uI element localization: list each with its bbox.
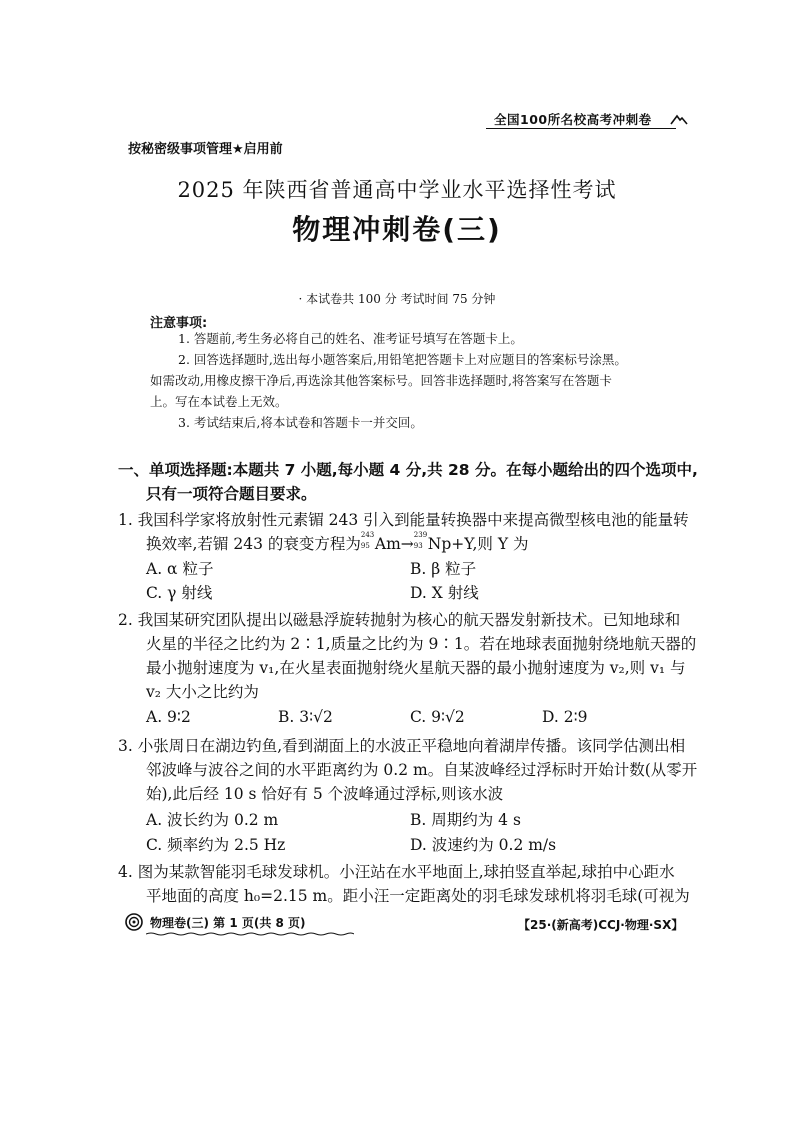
exam-info: · 本试卷共 100 分 考试时间 75 分钟 (298, 292, 496, 306)
q3-option-c: C. 频率约为 2.5 Hz (146, 836, 286, 854)
paper-title: 物理冲刺卷(三) (292, 213, 502, 246)
notice-item-2c: 上。写在本试卷上无效。 (150, 394, 288, 409)
notice-heading: 注意事项: (150, 316, 208, 331)
header-badge-text: 全国100所名校高考冲刺卷 (494, 112, 652, 127)
spiral-logo-icon (124, 912, 146, 932)
header-rule (486, 128, 676, 129)
q1-line2-pre: 换效率,若镅 243 的衰变方程为 (146, 535, 361, 553)
q1-line1: 1. 我国科学家将放射性元素镅 243 引入到能量转换器中来提高微型核电池的能量转 (118, 511, 689, 529)
q2-line3: 最小抛射速度为 v₁,在火星表面抛射绕火星航天器的最小抛射速度为 v₂,则 v₁ 与 (146, 659, 686, 677)
footer-code: 【25·(新高考)CCJ·物理·SX】 (518, 918, 684, 932)
arrow-icon: → (400, 535, 414, 553)
header-badge (486, 107, 686, 129)
q1-line2: 换效率,若镅 243 的衰变方程为 243 95 Am→ 239 93 Np+Y,则 Y 为 (146, 531, 529, 553)
notice-item-3: 3. 考试结束后,将本试卷和答题卡一并交回。 (178, 415, 423, 430)
q2-option-d: D. 2∶9 (542, 708, 588, 726)
wavy-underline (146, 932, 354, 936)
q3-line1: 3. 小张周日在湖边钓鱼,看到湖面上的水波正平稳地向着湖岸传播。该同学估测出相 (118, 737, 686, 755)
secret-label: 按秘密级事项管理★启用前 (128, 142, 283, 157)
q3-line3: 始),此后经 10 s 恰好有 5 个波峰通过浮标,则该水波 (146, 785, 504, 803)
q1-option-c: C. γ 射线 (146, 584, 213, 602)
q3-option-d: D. 波速约为 0.2 m/s (410, 836, 557, 854)
exam-title: 2025 年陕西省普通高中学业水平选择性考试 (177, 178, 617, 202)
q2-option-b: B. 3∶√2 (278, 708, 333, 726)
notice-item-2a: 2. 回答选择题时,选出每小题答案后,用铅笔把答题卡上对应题目的答案标号涂黑。 (178, 352, 627, 367)
np-nuclide-numbers: 239 93 (413, 531, 428, 550)
mountain-logo-icon (670, 113, 688, 125)
q4-line1: 4. 图为某款智能羽毛球发球机。小汪站在水平地面上,球拍竖直举起,球拍中心距水 (118, 863, 675, 881)
q1-option-a: A. α 粒子 (146, 560, 214, 578)
footer-page-text: 物理卷(三) 第 1 页(共 8 页) (150, 916, 306, 930)
q2-line2: 火星的半径之比约为 2∶1,质量之比约为 9∶1。若在地球表面抛射绕地航天器的 (146, 635, 697, 653)
notice-item-2b: 如需改动,用橡皮擦干净后,再选涂其他答案标号。回答非选择题时,将答案写在答题卡 (150, 373, 612, 388)
q3-option-b: B. 周期约为 4 s (410, 811, 521, 829)
section-heading-line1: 一、单项选择题:本题共 7 小题,每小题 4 分,共 28 分。在每小题给出的四个选项中, (118, 461, 698, 479)
q3-option-a: A. 波长约为 0.2 m (146, 811, 279, 829)
q3-line2: 邻波峰与波谷之间的水平距离约为 0.2 m。自某波峰经过浮标时开始计数(从零开 (146, 761, 698, 779)
q1-option-b: B. β 粒子 (410, 560, 477, 578)
q4-line2: 平地面的高度 h₀=2.15 m。距小汪一定距离处的羽毛球发球机将羽毛球(可视为 (146, 887, 690, 905)
am-nuclide-numbers: 243 95 (360, 531, 375, 550)
q1-option-d: D. X 射线 (410, 584, 479, 602)
notice-item-1: 1. 答题前,考生务必将自己的姓名、准考证号填写在答题卡上。 (178, 331, 523, 346)
q2-line4: v₂ 大小之比约为 (146, 683, 259, 701)
q2-option-a: A. 9∶2 (146, 708, 191, 726)
q2-option-c: C. 9∶√2 (410, 708, 465, 726)
section-heading-line2: 只有一项符合题目要求。 (146, 485, 317, 503)
q2-line1: 2. 我国某研究团队提出以磁悬浮旋转抛射为核心的航天器发射新技术。已知地球和 (118, 611, 681, 629)
